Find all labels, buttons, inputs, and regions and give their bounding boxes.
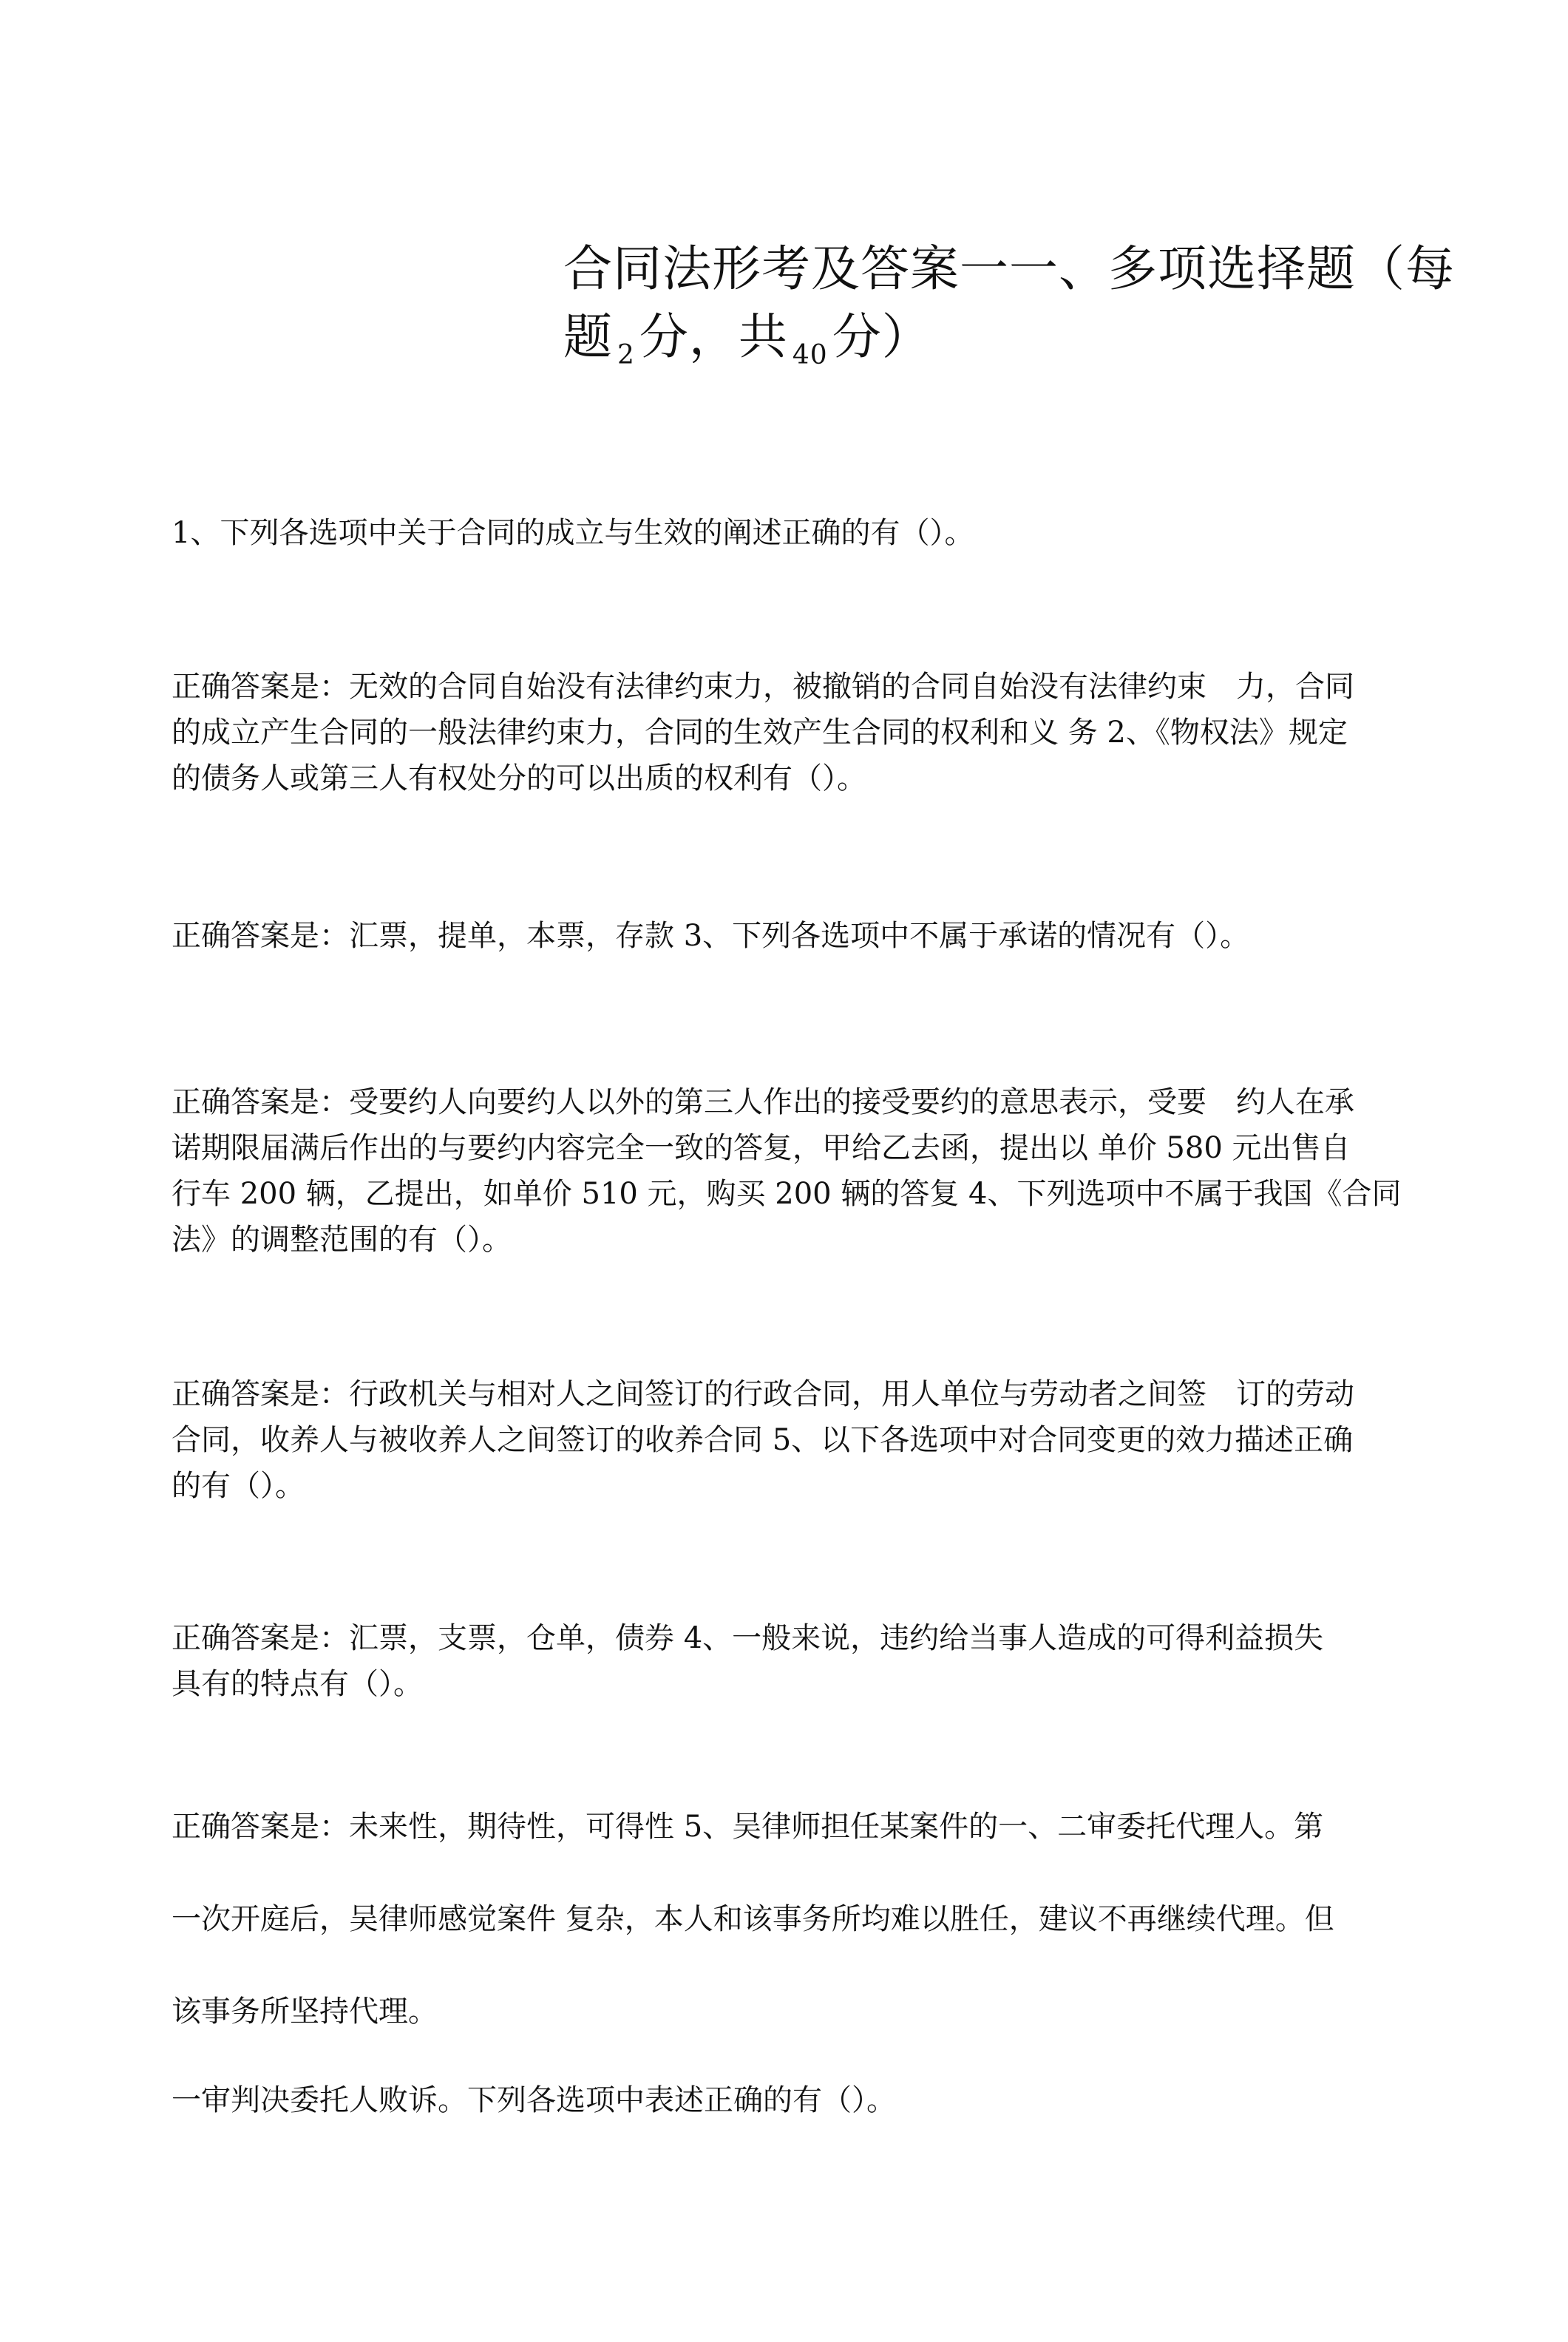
title-line-1: 合同法形考及答案一一、多项选择题（每	[563, 240, 1455, 297]
text-line: 诺期限届满后作出的与要约内容完全一致的答复，甲给乙去函，提出以 单价 580 元出售自	[172, 1131, 1351, 1165]
text-line: 正确答案是：汇票，支票，仓单，债券 4、一般来说，违约给当事人造成的可得利益损失	[172, 1621, 1324, 1655]
text-line: 法》的调整范围的有（）。	[172, 1223, 512, 1257]
text-line: 的债务人或第三人有权处分的可以出质的权利有（）。	[172, 761, 866, 795]
text-line: 一次开庭后，吴律师感觉案件 复杂，本人和该事务所均难以胜任，建议不再继续代理。但	[172, 1902, 1334, 1936]
text-line: 1、下列各选项中关于合同的成立与生效的阐述正确的有（）。	[172, 516, 974, 550]
text-line: 正确答案是：无效的合同自始没有法律约束力，被撤销的合同自始没有法律约束 力，合同	[172, 670, 1354, 704]
text-line: 正确答案是：受要约人向要约人以外的第三人作出的接受要约的意思表示，受要 约人在承	[172, 1085, 1354, 1119]
question-1	[172, 510, 1399, 556]
text-line: 行车 200 辆，乙提出，如单价 510 元，购买 200 辆的答复 4、下列选项中不属于我国《合同	[172, 1177, 1402, 1211]
text-line: 的有（）。	[172, 1469, 305, 1503]
answer-1-question-2	[172, 664, 1399, 801]
title-part: 分）	[832, 308, 931, 365]
title-points-per-question: 2	[617, 340, 635, 370]
title-total-points: 40	[792, 340, 828, 370]
title-line-2	[563, 303, 1421, 379]
title-part: 分，共	[639, 308, 788, 365]
text-line: 该事务所坚持代理。	[172, 1995, 438, 2029]
text-line: 合同，收养人与被收养人之间签订的收养合同 5、以下各选项中对合同变更的效力描述正确	[172, 1423, 1354, 1457]
title-part: 题	[563, 308, 613, 365]
text-line: 具有的特点有（）。	[172, 1667, 423, 1701]
question-5b-prompt	[172, 2077, 1399, 2123]
text-line: 正确答案是：汇票，提单，本票，存款 3、下列各选项中不属于承诺的情况有（）。	[172, 919, 1250, 953]
answer-3-question-4	[172, 1079, 1402, 1263]
answer-6-question-5b	[172, 1804, 1399, 1850]
text-line: 正确答案是：未来性，期待性，可得性 5、吴律师担任某案件的一、二审委托代理人。第	[172, 1810, 1324, 1844]
question-5b-continued	[172, 1989, 1399, 2034]
answer-5-question-4b	[172, 1615, 1399, 1707]
text-line: 正确答案是：行政机关与相对人之间签订的行政合同，用人单位与劳动者之间签 订的劳动	[172, 1377, 1354, 1411]
question-5b-continued	[172, 1896, 1399, 1942]
text-line: 的成立产生合同的一般法律约束力，合同的生效产生合同的权利和义 务 2、《物权法》规定	[172, 716, 1348, 750]
answer-4-question-5	[172, 1371, 1399, 1509]
answer-2-question-3	[172, 913, 1399, 959]
text-line: 一审判决委托人败诉。下列各选项中表述正确的有（）。	[172, 2083, 896, 2117]
document-title	[563, 235, 1455, 379]
